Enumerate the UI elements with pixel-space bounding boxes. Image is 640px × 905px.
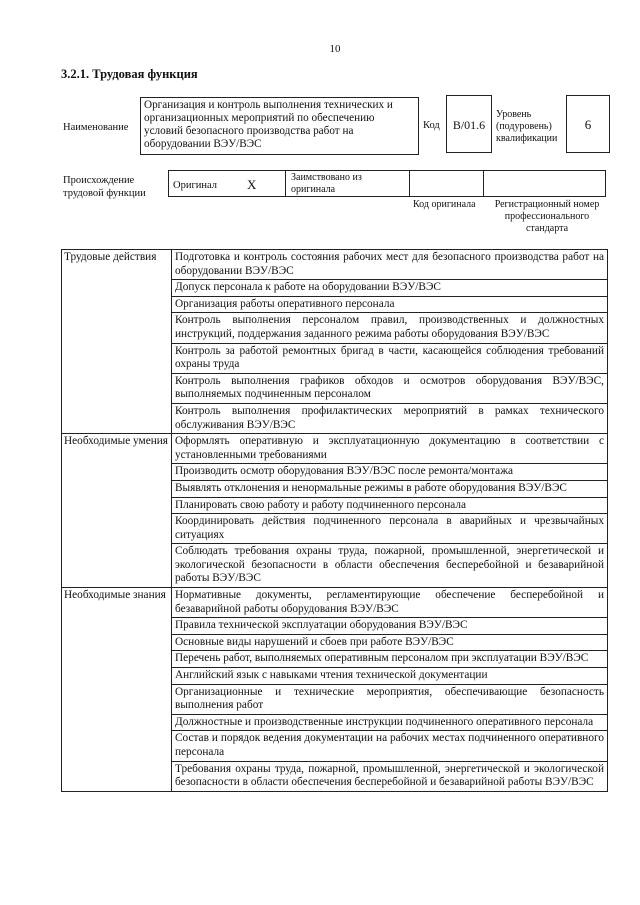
group-item: Оформлять оперативную и эксплуатационную документацию в соответствии с установленными требованиями (172, 434, 608, 464)
group-item: Подготовка и контроль состояния рабочих мест для безопасного производства работ на оборудовании ВЭУ/ВЭС (172, 250, 608, 280)
code-value-box: B/01.6 (446, 95, 492, 153)
code-original-caption: Код оригинала (413, 199, 476, 210)
origin-divider-2 (409, 170, 410, 197)
function-table (61, 249, 608, 792)
borrowed-label: Заимствовано из оригинала (291, 172, 362, 195)
name-label: Наименование (63, 122, 129, 133)
origin-label: Происхождение трудовой функции (63, 175, 146, 199)
section-title: 3.2.1. Трудовая функция (61, 67, 198, 81)
registration-caption: Регистрационный номер профессионального стандарта (494, 199, 600, 234)
table-row (62, 250, 608, 280)
group-item: Требования охраны труда, пожарной, промышленной, энергетической и экологической безопасности в области обеспечения бесперебойной и безаварийной работы ВЭУ/ВЭС (172, 761, 608, 791)
group-label: Необходимые знания (62, 588, 172, 792)
group-item: Планировать свою работу и работу подчиненного персонала (172, 497, 608, 514)
level-value-box: 6 (566, 95, 610, 153)
code-label: Код (423, 120, 440, 131)
group-label: Трудовые действия (62, 250, 172, 434)
group-item: Английский язык с навыками чтения технической документации (172, 668, 608, 685)
original-mark: X (247, 177, 257, 192)
group-item: Допуск персонала к работе на оборудовании ВЭУ/ВЭС (172, 280, 608, 297)
group-item: Состав и порядок ведения документации на рабочих местах подчиненного оперативного персонала (172, 731, 608, 761)
group-item: Контроль выполнения графиков обходов и осмотров оборудования ВЭУ/ВЭС, выполняемых подчиненным персоналом (172, 373, 608, 403)
group-item: Координировать действия подчиненного персонала в аварийных и чрезвычайных ситуациях (172, 514, 608, 544)
group-item: Производить осмотр оборудования ВЭУ/ВЭС после ремонта/монтажа (172, 464, 608, 481)
group-item: Организационные и технические мероприятия, обеспечивающие безопасность выполнения работ (172, 684, 608, 714)
group-item: Должностные и производственные инструкции подчиненного оперативного персонала (172, 714, 608, 731)
group-item: Контроль выполнения профилактических мероприятий в рамках технического обслуживания ВЭУ/ВЭС (172, 403, 608, 433)
level-label: Уровень (подуровень) квалификации (496, 109, 558, 144)
table-row (62, 434, 608, 464)
group-item: Контроль выполнения персоналом правил, производственных и должностных инструкций, поддержания заданного режима работы оборудования ВЭУ/ВЭС (172, 313, 608, 343)
group-item: Правила технической эксплуатации оборудования ВЭУ/ВЭС (172, 618, 608, 635)
origin-divider-3 (483, 170, 484, 197)
function-name-box: Организация и контроль выполнения технических и организационных мероприятий по обеспечению условий безопасного производства работ на оборудовании ВЭУ/ВЭС (140, 97, 419, 155)
group-label: Необходимые умения (62, 434, 172, 588)
original-label: Оригинал (173, 180, 217, 191)
group-item: Соблюдать требования охраны труда, пожарной, промышленной, энергетической и экологической безопасности в области обеспечения бесперебойной и безаварийной работы ВЭУ/ВЭС (172, 544, 608, 588)
group-item: Контроль за работой ремонтных бригад в части, касающейся соблюдения требований охраны труда (172, 343, 608, 373)
group-item: Основные виды нарушений и сбоев при работе ВЭУ/ВЭС (172, 634, 608, 651)
page-number: 10 (329, 43, 341, 55)
group-item: Перечень работ, выполняемых оперативным персоналом при эксплуатации ВЭУ/ВЭС (172, 651, 608, 668)
table-row (62, 588, 608, 618)
group-item: Выявлять отклонения и ненормальные режимы в работе оборудования ВЭУ/ВЭС (172, 480, 608, 497)
group-item: Организация работы оперативного персонала (172, 296, 608, 313)
group-item: Нормативные документы, регламентирующие обеспечение бесперебойной и безаварийной работы оборудования ВЭУ/ВЭС (172, 588, 608, 618)
origin-divider-1 (285, 170, 286, 197)
